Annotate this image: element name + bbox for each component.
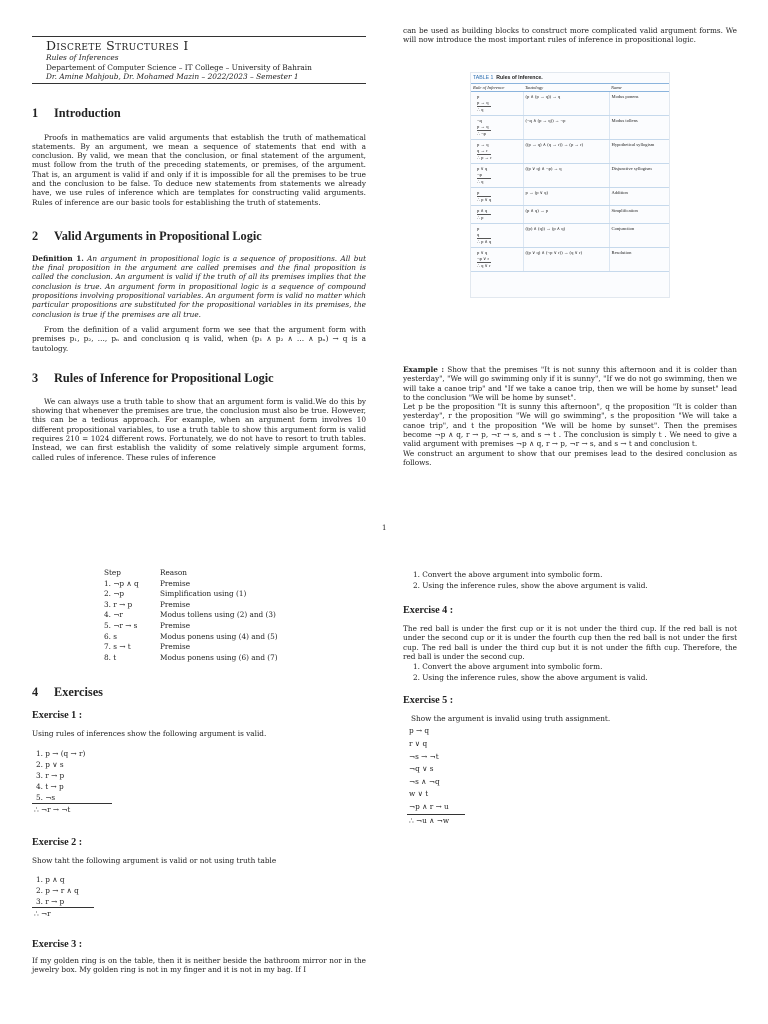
rule-premises-cell [471,224,523,248]
exercise-3-title: Exercise 3 : [32,938,83,950]
rule-name: Simplification [609,206,669,224]
rule-premises-cell [471,116,523,140]
rule-conclusion: ∴ ¬p [477,131,486,136]
steps-header-row [104,568,278,579]
list-item: 1. Convert the above argument into symbolic form. [413,570,603,579]
rules-table-row [471,224,669,248]
rule-name: Modus ponens [609,92,669,116]
premise-item: 1. p → (q → r) [36,748,86,758]
premise-item: 3. r → p [36,770,65,780]
rule-premises-cell [471,206,523,224]
page2-right-column [403,569,737,826]
step-reason: Simplification using (1) [160,589,247,599]
rule-conclusion: ∴ q [477,107,484,112]
exercise-2-argument [32,874,94,919]
step-expression: 1. ¬p ∧ q [104,578,139,588]
rule-premise: ¬q [477,118,482,123]
step-reason: Premise [160,599,191,609]
rule-tautology: (p ∧ q) → p [523,206,609,224]
steps-table [104,568,278,663]
exercise-4-items [403,661,737,683]
premise-item: p → q [409,726,430,736]
rule-premise: p [477,94,480,99]
exercise-2-text: Show taht the following argument is valid or not using truth table [32,855,277,865]
table-header-name: Name [609,84,669,92]
step-reason: Premise [160,642,191,652]
rule-premise: p ∧ q [477,208,488,213]
rule-premise: p → q [477,142,489,147]
table-caption: TABLE 1 Rules of Inference. [473,75,543,81]
rules-table-row [471,116,669,140]
premise-item: w ∨ t [409,789,429,799]
example-paragraph-3: We construct an argument to show that our premises lead to the desired conclusion as follows. [403,448,737,467]
doc-title: Discrete Structures I [46,38,189,53]
rules-table-row [471,248,669,272]
page2-left-column [32,568,366,975]
premise-item: r ∨ q [409,739,428,749]
exercise-3-items [403,569,737,591]
exercise-4-title: Exercise 4 : [403,605,454,616]
section-4-heading: 4 Exercises [32,685,103,700]
rule-premise: p → q [477,124,489,129]
rule-conclusion: ∴ q ∨ r [477,263,491,268]
step-reason: Modus ponens using (6) and (7) [160,652,278,662]
intro-paragraph: Proofs in mathematics are valid arguments that establish the truth of mathematical statements. By an argument, we mean a sequence of statements that end with a conclusion. By valid, we mean that the conclusion, or final statement of the argument, must follow from the truth of the preceding statements, or premises, of the argument. That is, an argument is valid if and only if it is impossible for all the premises to be true and the conclusion to be false. To deduce new statements from statements we already have, we use rules of inference which are templates for constructing valid arguments. Rules of inference are our basic tools for establishing the truth of statements. [32,132,366,207]
rule-conclusion: ∴ q [477,179,484,184]
step-expression: 2. ¬p [104,589,125,599]
exercise-1-argument [32,748,112,815]
section-1-heading: 1 Introduction [32,105,121,120]
exercise-1-title: Exercise 1 : [32,710,83,722]
step-expression: 5. ¬r → s [104,620,138,630]
premise-item: ¬p ∧ r → u [409,802,449,812]
rule-tautology: (¬q ∧ (p → q)) → ¬p [523,116,609,140]
valid-argument-paragraph: From the definition of a valid argument form we see that the argument form with premises p₁, p₂, …, pₙ and conclusion q is valid, when (p₁ ∧ p₂ ∧ … ∧ pₙ) → q is a tautology. [32,324,366,353]
exercise-5-premises [407,725,465,813]
example-paragraph-1: Example : Show that the premises "It is not sunny this afternoon and it is colder than yesterday", "We will go swimming only if it is sunny", "If we do not go swimming, then we will take a canoe trip" and "If we take a canoe trip, then we will be home by sunset" lead to the conclusion "We will be home by sunset". [403,365,737,402]
steps-row [104,632,278,643]
step-expression: 4. ¬r [104,610,123,620]
rule-conclusion: ∴ p → r [477,155,492,160]
premise-item: 5. ¬s [36,792,56,802]
section-2-heading: 2 Valid Arguments in Propositional Logic [32,228,262,243]
exercise-1-conclusion: ∴ ¬r → ¬t [34,804,71,814]
rules-table-row [471,164,669,188]
exercise-2-title: Exercise 2 : [32,836,83,848]
exercise-1-text: Using rules of inferences show the following argument is valid. [32,729,267,739]
steps-row [104,610,278,621]
step-reason: Modus tollens using (2) and (3) [160,610,276,620]
doc-subtitle: Rules of Inferences [46,53,119,62]
rules-of-inference-table [471,83,669,272]
rule-premises-cell [471,188,523,206]
rule-name: Resolution [609,248,669,272]
exercise-5-argument [403,725,465,825]
section-3-heading: 3 Rules of Inference for Propositional Logic [32,370,274,385]
rule-premise: q → r [477,148,488,153]
rule-premise: p [477,190,480,195]
rules-table-body [471,92,669,272]
step-reason: Modus ponens using (4) and (5) [160,631,278,641]
rule-tautology: (p ∧ (p → q)) → q [523,92,609,116]
premise-item: 2. p → r ∧ q [36,885,79,895]
exercise-3-text: If my golden ring is on the table, then it is neither beside the bathroom mirror nor in the jewelry box. My golden ring is not in my finger and it is not in my bag. If I [32,955,366,975]
rule-conclusion: ∴ p [477,215,484,220]
premise-item: 1. p ∧ q [36,874,65,884]
rule-tautology: ((p ∨ q) ∧ (¬p ∨ r)) → (q ∨ r) [523,248,609,272]
definition-label: Definition 1. [32,253,84,263]
exercise-2-conclusion: ∴ ¬r [34,908,51,918]
steps-row [104,621,278,632]
exercise-1-premises [32,748,112,803]
rule-tautology: ((p) ∧ (q)) → (p ∧ q) [523,224,609,248]
rules-table-row [471,188,669,206]
rule-premises-cell [471,248,523,272]
rule-tautology: ((p → q) ∧ (q → r)) → (p → r) [523,140,609,164]
list-item: 2. Using the inference rules, show the above argument is valid. [413,581,648,590]
rule-premise: p → q [477,100,489,105]
table-header-rule: Rule of Inference [471,84,523,92]
steps-row [104,589,278,600]
rule-tautology: p → (p ∨ q) [523,188,609,206]
doc-authors: Dr. Amine Mahjoub, Dr. Mohamed Mazin – 2022/2023 – Semester 1 [46,72,299,81]
step-expression: 8. t [104,652,117,662]
list-item: 1. Convert the above argument into symbolic form. [413,662,603,672]
rule-premises-cell [471,164,523,188]
step-reason: Premise [160,578,191,588]
rule-premise: p [477,226,480,231]
definition-text: An argument in propositional logic is a sequence of propositions. All but the final proposition in the argument are called premises and the final proposition is called the conclusion. An argument is valid if the truth of all its premises implies that the conclusion is true. An argument form in propositional logic is a sequence of compound propositions involving propositional variables. An argument form is valid no matter which particular propositions are substituted for the propositional variables in its premises, the conclusion is true if the premises are all true. [32,253,367,319]
steps-header-reason: Reason [160,568,187,577]
step-expression: 3. r → p [104,599,133,609]
steps-row [104,579,278,590]
right-column [403,26,737,45]
list-item: 2. Using the inference rules, show the above argument is valid. [413,673,648,683]
doc-department: Departement of Computer Science – IT College – University of Bahrain [46,62,312,72]
steps-row [104,642,278,653]
step-reason: Premise [160,620,191,630]
exercise-5-conclusion: ∴ ¬u ∧ ¬w [409,815,450,825]
rule-conclusion: ∴ p ∧ q [477,239,492,244]
rule-name: Disjunctive syllogism [609,164,669,188]
definition-1 [32,254,366,319]
steps-row [104,653,278,664]
rule-conclusion: ∴ p ∨ q [477,197,492,202]
rules-table-figure [470,72,670,298]
exercise-5-text: Show the argument is invalid using truth assignment. [411,714,611,724]
steps-table-body [104,579,278,664]
header-rule-bottom [32,83,366,84]
rule-name: Modus tollens [609,116,669,140]
rule-premise: ¬p ∨ r [477,256,490,261]
steps-header-step: Step [104,568,121,577]
rule-premise: q [477,232,480,237]
rule-name: Addition [609,188,669,206]
page-2 [0,540,768,1024]
exercise-5-title: Exercise 5 : [403,695,454,707]
premise-item: 2. p ∨ s [36,759,64,769]
table-header-row [471,84,669,92]
example-paragraph-2: Let p be the proposition "It is sunny this afternoon", q the proposition "It is colder than yesterday", r the proposition "We will go swimming", s the proposition "We will take a canoe trip", and t the proposition "We will be home by sunset". Then the premises become ¬p ∧ q, r → p, ¬r → s, and s → t . The conclusion is simply t . We need to give a valid argument with premises ¬p ∧ q, r → p, ¬r → s, and s → t and conclusion t. [403,402,737,449]
step-expression: 6. s [104,631,118,641]
rules-table-row [471,92,669,116]
page-number: 1 [382,524,387,532]
rule-premise: ¬p [477,172,482,177]
example-block [403,365,737,467]
rule-premise: p ∨ q [477,166,488,171]
rules-paragraph: We can always use a truth table to show that an argument form is valid.We do this by showing that whenever the premises are true, the conclusion must also be true. However, this can be a tedious approach. For example, when an argument form involves 10 different propositional variables, to use a truth table to show this argument form is valid requires 210 = 1024 different rows. Fortunately, we do not have to resort to truth tables. Instead, we can first establish the validity of some relatively simple argument forms, called rules of inference. These rules of inference [32,396,366,462]
rule-premise: p ∨ q [477,250,488,255]
exercise-2-premises [32,874,94,907]
example-label: Example : [403,365,445,374]
premise-item: ¬s ∧ ¬q [409,776,440,786]
rule-premises-cell [471,140,523,164]
premise-item: 4. t → p [36,781,64,791]
rules-table-row [471,140,669,164]
steps-row [104,600,278,611]
rules-paragraph-continued: can be used as building blocks to construct more complicated valid argument forms. We will now introduce the most important rules of inference in propositional logic. [403,26,737,45]
step-expression: 7. s → t [104,642,131,652]
rule-name: Conjunction [609,224,669,248]
rule-premises-cell [471,92,523,116]
rule-tautology: ((p ∨ q) ∧ ¬p) → q [523,164,609,188]
premise-item: ¬s → ¬t [409,751,439,761]
premise-item: 3. r → p [36,896,65,906]
rules-table-row [471,206,669,224]
premise-item: ¬q ∨ s [409,764,434,774]
rule-name: Hypothetical syllogism [609,140,669,164]
table-header-tautology: Tautology [523,84,609,92]
exercise-4-text: The red ball is under the first cup or it is not under the third cup. If the red ball is not under the second cup or it is under the fourth cup then the red ball is not under the first cup. The red ball is under the third cup but it is not under the fifth cup. Therefore, the red ball is under the second cup. [403,624,737,661]
left-column [32,36,366,462]
